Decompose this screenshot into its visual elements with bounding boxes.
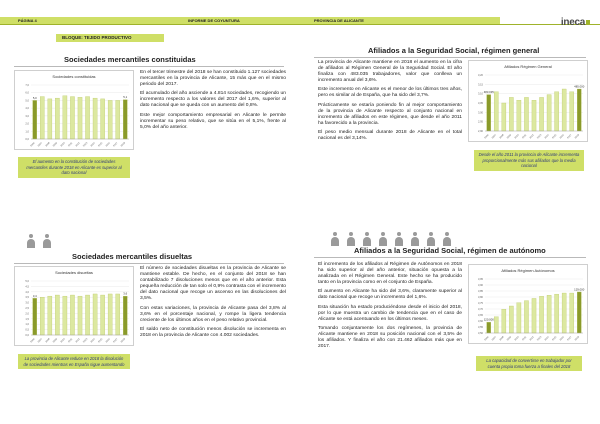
x-tick-label: 2009 (52, 337, 59, 344)
x-tick-label: 2015 (97, 141, 104, 148)
x-tick-label: 2015 (551, 335, 558, 342)
paragraph: El acumulado del año asciende a 4.814 sociedades, recogiendo un incremento respecto a los valores del 2017 del 1,6%, superior al dato nacional que se queda con un aumento del 0,8%. (140, 91, 286, 109)
people-icons (26, 234, 52, 248)
caption-autonomo: La capacidad de convertirse en trabajador por cuenta propia toma fuerza a finales del 2018 (476, 356, 582, 371)
chart-svg-disueltas (15, 267, 135, 347)
x-tick-label: 2010 (513, 133, 520, 140)
y-tick-label: 3,65 (477, 314, 483, 317)
data-label-last: 129.000 (574, 287, 585, 292)
caption-disueltas: La provincia de Alicante reduce en 2018 la disolución de sociedades mientras en España sigue aumentando (18, 354, 130, 369)
paragraph: En el tercer trimestre del 2018 se han constituido 1.127 sociedades mercantiles en la provincia de Alicante, 15 más que en el mismo periodo del 2017. (140, 70, 286, 88)
person-icon (378, 232, 388, 246)
text-constituidas (140, 70, 286, 134)
y-tick-label: 4,0 (25, 107, 29, 111)
y-tick-label: 3,0 (25, 114, 29, 118)
bar (33, 298, 37, 335)
data-label-first: 483.035 (483, 90, 494, 95)
page-number: PÁGINA 4 (18, 18, 37, 23)
person-icon (442, 232, 452, 246)
bar (502, 309, 506, 333)
section-rule (314, 257, 586, 258)
person-icon (346, 232, 356, 246)
data-label-first: 3,4 (32, 293, 37, 298)
bar (562, 89, 566, 131)
x-tick-label: 2017 (566, 335, 573, 342)
x-tick-label: 2014 (543, 335, 550, 342)
header-rule (300, 24, 600, 25)
bar (108, 100, 112, 139)
y-tick-label: 3,90 (477, 284, 483, 287)
province-label: PROVINCIA DE ALICANTE (314, 18, 364, 23)
bar (85, 97, 89, 139)
data-label-first: 5,0 (32, 95, 37, 100)
bar (123, 100, 127, 139)
section-rule (314, 57, 586, 58)
paragraph: El aumento en Alicante ha sido del 3,6%, claramente superior al dato nacional que recoge un incremento del 1,6%. (318, 289, 462, 301)
section-rule (14, 66, 284, 67)
bar (108, 294, 112, 335)
x-tick-label: 2007 (37, 337, 44, 344)
bar (487, 95, 491, 131)
x-tick-label: 2008 (498, 133, 505, 140)
paragraph: El saldo neto de constitución menos disolución se incrementa en 2018 en la provincia de Alicante con 4.002 sociedades. (140, 326, 286, 338)
text-disueltas (140, 266, 286, 342)
text-general (318, 60, 462, 145)
x-tick-label: 2006 (29, 337, 36, 344)
caption-constituidas: El aumento en la constitución de sociedades mercantiles durante 2018 en Alicante es superior al dato nacional (18, 157, 130, 178)
y-tick-label: 3,80 (477, 296, 483, 299)
person-icon (426, 232, 436, 246)
bar (562, 293, 566, 333)
bar (524, 97, 528, 131)
bar (517, 100, 521, 131)
chart-constituidas (14, 70, 134, 150)
bar (570, 92, 574, 131)
y-tick-label: 4,5 (25, 285, 29, 289)
page-header (300, 17, 500, 24)
chart-title: Sociedades constituidas (52, 74, 96, 79)
x-tick-label: 2018 (120, 141, 126, 148)
paragraph: El número de sociedades disueltas en la provincia de Alicante se mantiene estable. De hecho, en el conjunto del 2018 se han contabilizado 7 disoluciones menos que en el año anterior. Esta pequeña reducción de tan solo el 0,9% contrasta con el incremento del dato nacional que recoge un ascenso en las disoluciones del 3,5%. (140, 266, 286, 302)
bar (539, 97, 543, 131)
bar (116, 294, 120, 335)
paragraph: Con estas variaciones, la provincia de Alicante pasa del 3,8% al 3,6% en el porcentaje nacional, y rompe la ligera tendencia creciente de los últimos años en el peso relativo provincial. (140, 305, 286, 323)
x-tick-label: 2010 (59, 337, 66, 344)
x-tick-label: 2012 (528, 133, 535, 140)
x-tick-label: 2018 (574, 335, 580, 342)
chart-svg-autonomo (469, 265, 589, 345)
bar (555, 92, 559, 131)
chart-svg-constituidas (15, 71, 135, 151)
chart-svg-general (469, 61, 589, 143)
bar (494, 317, 498, 333)
chart-autonomo (468, 264, 588, 344)
y-tick-label: 5,0 (25, 280, 29, 283)
bar (532, 298, 536, 333)
y-tick-label: 3,00 (477, 111, 483, 115)
y-tick-label: 3,5 (25, 296, 29, 300)
y-tick-label: 1,5 (25, 317, 29, 321)
y-tick-label: 4,0 (25, 290, 29, 294)
bar (116, 100, 120, 139)
bar (63, 296, 67, 335)
person-icon (26, 234, 36, 248)
y-tick-label: 3,75 (477, 302, 483, 305)
x-tick-label: 2009 (52, 141, 59, 148)
bar (48, 296, 52, 335)
bar (570, 293, 574, 333)
x-tick-label: 2017 (112, 141, 119, 148)
x-tick-label: 2006 (29, 141, 36, 148)
section-title-constituidas: Sociedades mercantiles constituidas (64, 55, 196, 64)
bar (93, 294, 97, 335)
y-tick-label: 5,0 (25, 99, 29, 103)
x-tick-label: 2014 (89, 141, 96, 148)
y-tick-label: 1,0 (25, 323, 29, 327)
person-icon (362, 232, 372, 246)
y-tick-label: 2,90 (477, 130, 483, 133)
x-tick-label: 2018 (120, 337, 126, 344)
chart-disueltas (14, 266, 134, 346)
page-header (0, 17, 300, 24)
x-tick-label: 2012 (74, 337, 81, 344)
y-tick-label: 3,85 (477, 290, 483, 293)
logo-text: ineca (560, 17, 585, 28)
bar (517, 303, 521, 333)
bar (55, 98, 59, 139)
y-tick-label: 3,55 (477, 326, 483, 329)
section-rule (14, 263, 284, 264)
report-title: INFORME DE COYUNTURA (188, 18, 240, 23)
paragraph: Tomando conjuntamente los dos regímenes, la provincia de Alicante mantiene en 2018 su posición nacional con el 3,5% de los afiliados. Y finaliza el año con 21.462 afiliados más que en 2017. (318, 325, 462, 350)
paragraph: El incremento de los afiliados al Régimen de Autónomos en 2018 ha sido superior al del año anterior, situación opuesta a la analizada en el Régimen General. Este hecho se ha producido tanto en la provincia como en el conjunto de España. (318, 262, 462, 286)
section-title-disueltas: Sociedades mercantiles disueltas (72, 252, 193, 261)
x-tick-label: 2013 (536, 133, 543, 140)
y-tick-label: 3,70 (477, 308, 483, 311)
x-tick-label: 2016 (104, 141, 111, 148)
x-tick-label: 2016 (104, 337, 111, 344)
people-icons (330, 232, 452, 246)
bar (40, 97, 44, 139)
x-tick-label: 2008 (44, 141, 51, 148)
x-tick-label: 2011 (521, 133, 528, 140)
x-tick-label: 2010 (513, 335, 520, 342)
bar (101, 99, 105, 139)
x-tick-label: 2006 (483, 133, 490, 140)
person-icon (410, 232, 420, 246)
y-tick-label: 2,0 (25, 122, 29, 126)
bar (524, 301, 528, 333)
bar (577, 292, 581, 333)
x-tick-label: 2012 (74, 141, 81, 148)
person-icon (330, 232, 340, 246)
x-tick-label: 2010 (59, 141, 66, 148)
x-tick-label: 2011 (67, 141, 74, 148)
caption-general: Desde el año 2011 la provincia de Alicante incrementa proporcionalmente más sus afiliados que la media nacional (474, 150, 584, 171)
y-tick-label: 7,0 (25, 84, 29, 87)
bar (55, 295, 59, 335)
chart-general (468, 60, 588, 142)
y-tick-label: 3,0 (25, 301, 29, 305)
text-autonomo (318, 262, 462, 353)
x-tick-label: 2009 (506, 335, 513, 342)
bar (502, 103, 506, 131)
data-label-first: 120.000 (483, 317, 494, 322)
bar (78, 97, 82, 139)
x-tick-label: 2013 (536, 335, 543, 342)
x-tick-label: 2014 (543, 133, 550, 140)
bar (101, 295, 105, 335)
bar (494, 92, 498, 131)
y-tick-label: 0,5 (25, 328, 29, 332)
x-tick-label: 2007 (491, 133, 498, 140)
x-tick-label: 2013 (82, 337, 89, 344)
bar (547, 295, 551, 333)
y-tick-label: 1,0 (25, 130, 29, 134)
bar (93, 98, 97, 139)
bar (78, 296, 82, 335)
y-tick-label: 3,60 (477, 320, 483, 323)
paragraph: Prácticamente se estaría poniendo fin al mejor comportamiento de la provincia de Alicante respecto al conjunto nacional en incremento de afiliados en este régimen, que desde el año 2011 ha favorecido a la provincia. (318, 102, 462, 126)
chart-title: Sociedades disueltas (55, 270, 93, 275)
x-tick-label: 2012 (528, 335, 535, 342)
section-title-autonomo: Afiliados a la Seguridad Social, régimen de autónomo (354, 246, 546, 255)
x-tick-label: 2013 (82, 141, 89, 148)
block-label: BLOQUE: TEJIDO PRODUCTIVO (56, 34, 164, 42)
paragraph: Esta situación ha estado produciéndose desde el inicio del 2018, por lo que muestra un cambio de tendencia que en el caso de Alicante se está acentuando en los últimos meses. (318, 304, 462, 322)
y-tick-label: 6,0 (25, 91, 29, 95)
x-tick-label: 2008 (498, 335, 505, 342)
bar (555, 294, 559, 333)
y-tick-label: 0,0 (25, 138, 29, 141)
right-page (300, 0, 600, 424)
y-tick-label: 3,50 (477, 332, 483, 335)
data-label-last: 3,6 (123, 291, 128, 296)
data-label-last: 485.000 (574, 84, 585, 89)
x-tick-label: 2006 (483, 335, 490, 342)
paragraph: Este mejor comportamiento empresarial en Alicante le permite incrementar su peso relativo, que se sitúa en el 5,1%, frente al 5,0% del año anterior. (140, 112, 286, 130)
paragraph: La provincia de Alicante mantiene en 2018 el aumento en la cifra de afiliados al Régimen General de la Seguridad Social. El año finaliza con 483.035 trabajadores, valor que conlleva un incremento anual del 3,6%. (318, 60, 462, 84)
x-tick-label: 2015 (551, 133, 558, 140)
bar (70, 295, 74, 335)
x-tick-label: 2016 (558, 335, 565, 342)
bar (123, 296, 127, 335)
bar (85, 295, 89, 335)
person-icon (42, 234, 52, 248)
bar (70, 97, 74, 139)
section-title-general: Afiliados a la Seguridad Social, régimen general (368, 46, 540, 55)
x-tick-label: 2018 (574, 133, 580, 140)
x-tick-label: 2007 (37, 141, 44, 148)
bar (577, 89, 581, 131)
y-tick-label: 2,5 (25, 307, 29, 310)
y-tick-label: 3,95 (477, 278, 483, 281)
x-tick-label: 2017 (112, 337, 119, 344)
bar (487, 322, 491, 333)
bar (532, 100, 536, 131)
y-tick-label: 2,95 (477, 120, 483, 124)
x-tick-label: 2011 (521, 335, 528, 342)
paragraph: El peso medio mensual durante 2018 de Alicante en el total nacional es del 3,14%. (318, 129, 462, 142)
x-tick-label: 2017 (566, 133, 573, 140)
y-tick-label: 3,05 (477, 102, 483, 105)
ineca-logo (561, 17, 590, 28)
x-tick-label: 2016 (558, 133, 565, 140)
data-label-last: 5,1 (123, 95, 128, 100)
y-tick-label: 0,0 (25, 334, 29, 337)
bar (48, 99, 52, 139)
header-rule (0, 24, 300, 25)
y-tick-label: 2,0 (25, 312, 29, 316)
bar (40, 297, 44, 335)
paragraph: Este incremento en Alicante es el menor de los últimos tres años, pero es similar al de España, que ha sido del 3,7%. (318, 87, 462, 99)
chart-title: Afiliados Régimen General (504, 64, 552, 69)
chart-title: Afiliados Régimen Autónomos (501, 268, 555, 273)
y-tick-label: 3,20 (477, 74, 483, 77)
bar (63, 96, 67, 139)
x-tick-label: 2011 (67, 337, 74, 344)
bar (509, 306, 513, 333)
x-tick-label: 2008 (44, 337, 51, 344)
bar (539, 296, 543, 333)
person-icon (394, 232, 404, 246)
x-tick-label: 2015 (97, 337, 104, 344)
y-tick-label: 3,15 (477, 83, 483, 87)
bar (547, 95, 551, 131)
y-tick-label: 3,10 (477, 92, 483, 96)
bar (33, 100, 37, 139)
bar (509, 97, 513, 131)
x-tick-label: 2014 (89, 337, 96, 344)
x-tick-label: 2007 (491, 335, 498, 342)
x-tick-label: 2009 (506, 133, 513, 140)
